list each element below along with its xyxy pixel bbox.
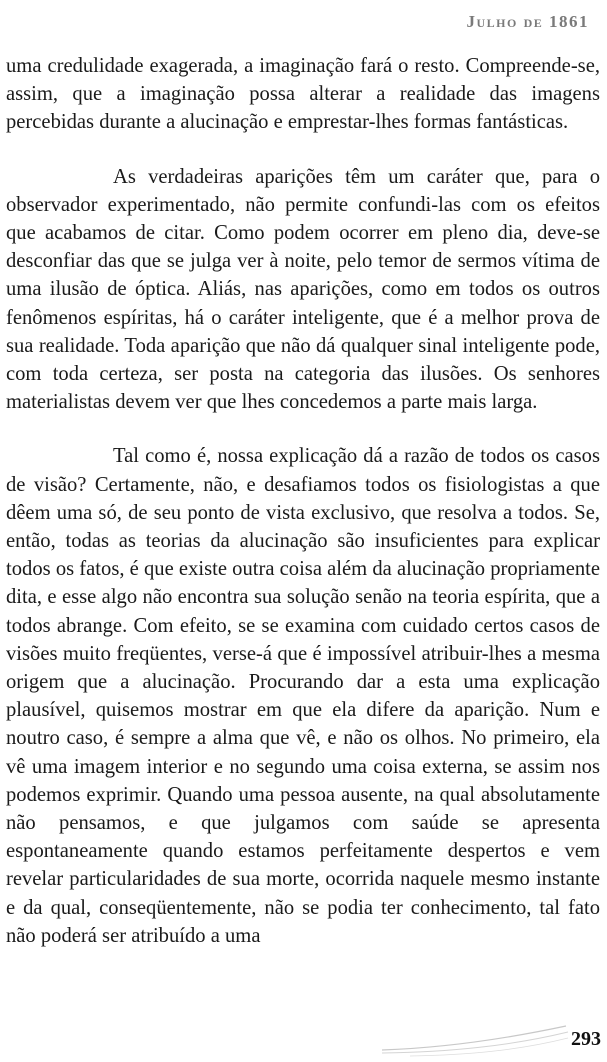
page-body <box>6 52 600 976</box>
paragraph-1: uma credulidade exagerada, a imaginação fará o resto. Compreende-se, assim, que a imaginação possa alterar a realidade das imagens percebidas durante a alucinação e emprestar-lhes formas fantásticas. <box>6 55 600 134</box>
footer-swoosh-ornament <box>380 1020 570 1060</box>
paragraph-3: Tal como é, nossa explicação dá a razão de todos os casos de visão? Certamente, não, e desafiamos todos os fisiologistas a que dêem uma só, de seu ponto de vista exclusivo, que resolva a todos. Se, então, todas as teorias da alucinação são insuficientes para explicar todos os fatos, é que existe outra coisa além da alucinação propriamente dita, e esse algo não encontra sua solução senão na teoria espírita, que a todos abrange. Com efeito, se se examina com cuidado certos casos de visões muito freqüentes, verse-á que é impossível atribuir-lhes a mesma origem que a alucinação. Procurando dar a esta uma explicação plausível, quisemos mostrar em que ela difere da aparição. Num e noutro caso, é sempre a alma que vê, e não os olhos. No primeiro, ela vê uma imagem interior e no segundo uma coisa externa, se assim nos podemos exprimir. Quando uma pessoa ausente, na qual absolutamente não pensamos, e que julgamos com saúde se apresenta espontaneamente quando estamos perfeitamente despertos e vem revelar particularidades de sua morte, ocorrida naquele mesmo instante e da qual, conseqüentemente, não se podia ter conhecimento, tal fato não poderá ser atribuído a uma <box>6 445 600 947</box>
paragraph-2: As verdadeiras aparições têm um caráter que, para o observador experimentado, não permite confundi-las com os efeitos que acabamos de citar. Como podem ocorrer em pleno dia, deve-se desconfiar das que se julga ver à noite, pelo temor de sermos vítima de uma ilusão de óptica. Aliás, nas aparições, como em todos os outros fenômenos espíritas, há o caráter inteligente, que é a melhor prova de sua realidade. Toda aparição que não dá qualquer sinal inteligente pode, com toda certeza, ser posta na categoria das ilusões. Os senhores materialistas devem ver que lhes concedemos a parte mais larga. <box>6 165 600 414</box>
page-number: 293 <box>571 1028 601 1050</box>
running-header: Julho de 1861 <box>466 12 589 31</box>
